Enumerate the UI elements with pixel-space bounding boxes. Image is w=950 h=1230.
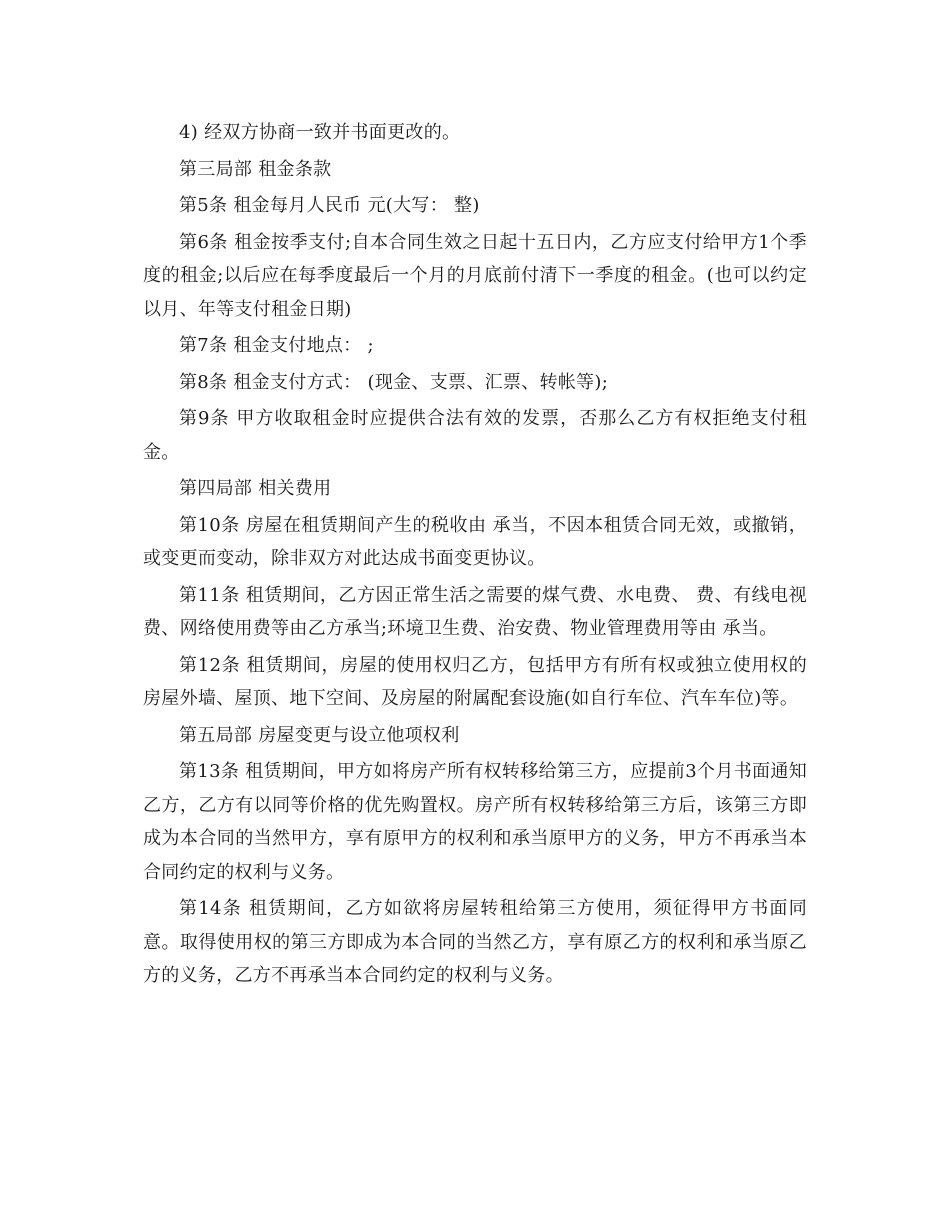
document-body [143,116,807,996]
article-13: 第13条 租赁期间，甲方如将房产所有权转移给第三方，应提前3个月书面通知乙方，乙方有以同等价格的优先购置权。房产所有权转移给第三方后，该第三方即成为本合同的当然甲方，享有原甲方的权利和承当原甲方的义务，甲方不再承当本合同约定的权利与义务。 [143,761,807,883]
article-5: 第5条 租金每月人民币 元(大写： 整) [179,195,480,216]
section-heading-part-3: 第三局部 租金条款 [179,158,332,180]
article-7: 第7条 租金支付地点： ; [179,335,374,356]
article-8: 第8条 租金支付方式： (现金、支票、汇票、转帐等); [179,371,609,393]
article-14: 第14条 租赁期间，乙方如欲将房屋转租给第三方使用，须征得甲方书面同意。取得使用权的第三方即成为本合同的当然乙方，享有原乙方的权利和承当原乙方的义务，乙方不再承当本合同约定的权利与义务。 [143,898,807,986]
article-11: 第11条 租赁期间，乙方因正常生活之需要的煤气费、水电费、 费、有线电视费、网络使用费等由乙方承当;环境卫生费、治安费、物业管理费用等由 承当。 [143,584,807,639]
article-9: 第9条 甲方收取租金时应提供合法有效的发票，否那么乙方有权拒绝支付租金。 [143,408,807,463]
article-12: 第12条 租赁期间，房屋的使用权归乙方，包括甲方有所有权或独立使用权的房屋外墙、屋顶、地下空间、及房屋的附属配套设施(如自行车位、汽车车位)等。 [143,654,807,709]
article-6: 第6条 租金按季支付;自本合同生效之日起十五日内，乙方应支付给甲方1个季度的租金;以后应在每季度最后一个月的月底前付清下一季度的租金。(也可以约定以月、年等支付租金日期) [143,231,807,320]
section-heading-part-5: 第五局部 房屋变更与设立他项权利 [179,724,460,746]
article-10: 第10条 房屋在租赁期间产生的税收由 承当，不因本租赁合同无效，或撤销，或变更而变动，除非双方对此达成书面变更协议。 [143,514,807,569]
section-heading-part-4: 第四局部 相关费用 [179,478,332,499]
list-item-clause-4: 4) 经双方协商一致并书面更改的。 [179,122,461,143]
